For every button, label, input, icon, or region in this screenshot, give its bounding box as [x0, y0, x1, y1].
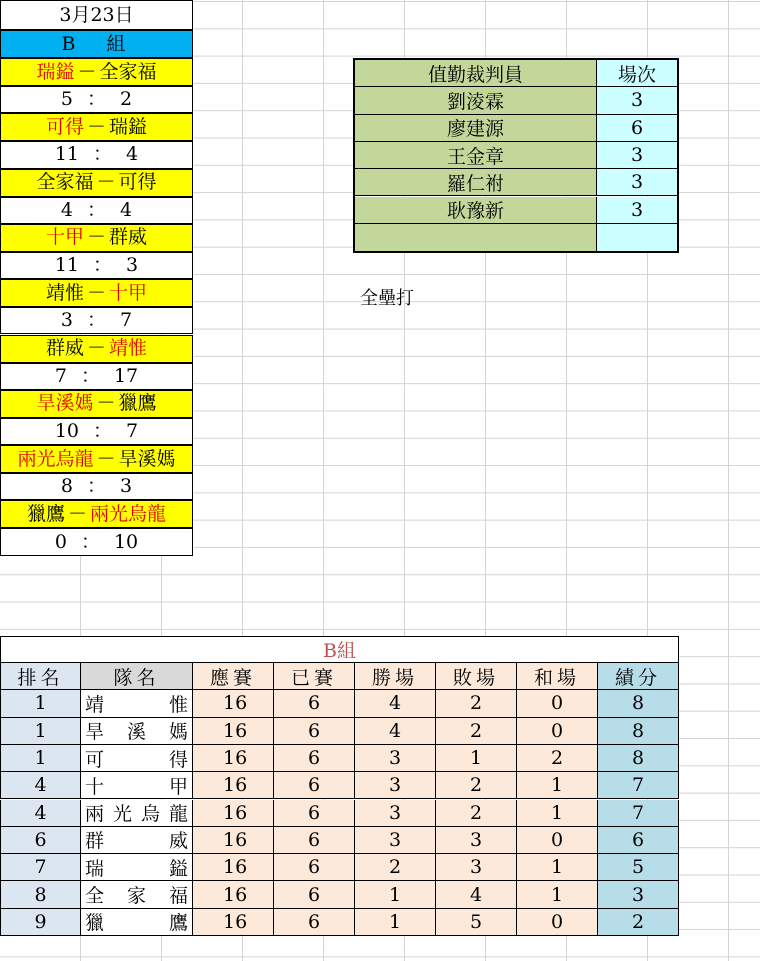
- header-played[interactable]: 已賽: [274, 663, 355, 690]
- cell-tied[interactable]: 1: [517, 881, 598, 908]
- cell-points[interactable]: 8: [598, 718, 679, 745]
- match-separator: －: [86, 337, 106, 359]
- cell-played[interactable]: 6: [274, 854, 355, 881]
- team-char: 得: [168, 748, 188, 771]
- team-char: 可: [85, 748, 105, 771]
- referee-name[interactable]: 王金章: [355, 142, 597, 169]
- referee-count[interactable]: 3: [597, 197, 677, 224]
- score-away: 3: [126, 254, 139, 277]
- match-home-team: 十甲: [45, 226, 84, 249]
- schedule-group-header[interactable]: B 組: [0, 30, 193, 58]
- referee-row: [355, 87, 677, 114]
- match-home-team: 獵鷹: [26, 502, 65, 525]
- match-separator: －: [86, 115, 106, 138]
- team-char: 惟: [168, 693, 188, 716]
- header-lost[interactable]: 敗場: [436, 663, 517, 690]
- referee-header-row: [355, 60, 677, 87]
- cell-team[interactable]: [81, 881, 193, 908]
- score-away: 4: [126, 143, 139, 166]
- referee-row: [355, 197, 677, 224]
- standings-title[interactable]: B組: [0, 636, 679, 663]
- match-score[interactable]: [0, 307, 193, 334]
- cell-played[interactable]: 6: [274, 745, 355, 772]
- score-away: 17: [113, 364, 139, 387]
- match-separator: －: [96, 392, 116, 415]
- score-colon: ：: [86, 198, 106, 221]
- referee-name[interactable]: 劉淩霖: [355, 87, 597, 114]
- score-away: 3: [120, 475, 133, 498]
- team-char: 威: [168, 830, 188, 853]
- team-char: 福: [168, 885, 188, 908]
- match-home-team: 群威: [45, 337, 84, 359]
- cell-rank[interactable]: 1: [0, 745, 81, 772]
- standings-header-row: [0, 663, 679, 690]
- header-scheduled[interactable]: 應賽: [193, 663, 274, 690]
- cell-tied[interactable]: 0: [517, 909, 598, 936]
- match-separator: －: [86, 281, 106, 304]
- score-home: 0: [54, 530, 67, 553]
- team-char: 家: [126, 885, 146, 908]
- cell-team[interactable]: [81, 745, 193, 772]
- score-home: 11: [54, 254, 80, 277]
- match-teams[interactable]: [0, 58, 193, 86]
- referee-header-count[interactable]: 場次: [597, 60, 677, 87]
- referee-name[interactable]: 廖建源: [355, 115, 597, 142]
- score-away: 4: [120, 198, 133, 221]
- match-score[interactable]: [0, 141, 193, 168]
- referee-header-name[interactable]: 值勤裁判員: [355, 60, 597, 87]
- match-away-team: 兩光烏龍: [90, 502, 167, 525]
- cell-played[interactable]: 6: [274, 827, 355, 854]
- referee-count[interactable]: [597, 224, 677, 251]
- cell-points[interactable]: 5: [598, 854, 679, 881]
- referee-row: [355, 224, 677, 251]
- cell-won[interactable]: 3: [355, 800, 436, 827]
- cell-team[interactable]: [81, 827, 193, 854]
- cell-points[interactable]: 3: [598, 881, 679, 908]
- cell-won[interactable]: 3: [355, 772, 436, 799]
- cell-points[interactable]: 2: [598, 909, 679, 936]
- cell-played[interactable]: 6: [274, 881, 355, 908]
- cell-points[interactable]: 8: [598, 745, 679, 772]
- cell-won[interactable]: 1: [355, 881, 436, 908]
- referee-row: [355, 169, 677, 196]
- cell-rank[interactable]: 1: [0, 690, 81, 717]
- cell-team[interactable]: [81, 854, 193, 881]
- table-row: [0, 745, 679, 772]
- cell-rank[interactable]: 8: [0, 881, 81, 908]
- score-home: 4: [60, 198, 73, 221]
- table-row: [0, 718, 679, 745]
- match-home-team: 靖惟: [45, 281, 84, 304]
- header-won[interactable]: 勝場: [355, 663, 436, 690]
- score-home: 11: [54, 143, 80, 166]
- score-away: 2: [120, 88, 133, 111]
- cell-tied[interactable]: 2: [517, 745, 598, 772]
- score-away: 7: [126, 419, 139, 442]
- match-score[interactable]: [0, 473, 193, 500]
- cell-lost[interactable]: 3: [436, 854, 517, 881]
- cell-rank[interactable]: 4: [0, 772, 81, 799]
- cell-rank[interactable]: 1: [0, 718, 81, 745]
- cell-lost[interactable]: 5: [436, 909, 517, 936]
- cell-scheduled[interactable]: 16: [193, 881, 274, 908]
- cell-team[interactable]: [81, 800, 193, 827]
- match-teams[interactable]: [0, 390, 193, 418]
- cell-team[interactable]: [81, 909, 193, 936]
- match-away-team: 群威: [109, 226, 148, 249]
- score-colon: ：: [80, 530, 100, 553]
- score-away: 10: [113, 530, 139, 553]
- cell-played[interactable]: 6: [274, 909, 355, 936]
- match-teams[interactable]: [0, 445, 193, 473]
- cell-points[interactable]: 7: [598, 800, 679, 827]
- team-char: 龍: [168, 803, 188, 826]
- referee-count[interactable]: 3: [597, 169, 677, 196]
- cell-tied[interactable]: 1: [517, 772, 598, 799]
- header-tied[interactable]: 和場: [517, 663, 598, 690]
- referee-row: [355, 142, 677, 169]
- header-team[interactable]: 隊名: [81, 663, 193, 690]
- referee-name[interactable]: 耿豫新: [355, 197, 597, 224]
- score-colon: ：: [80, 364, 100, 387]
- table-row: [0, 881, 679, 908]
- team-char: 鎰: [168, 857, 188, 880]
- team-char: 靖: [85, 693, 105, 716]
- cell-tied[interactable]: 1: [517, 800, 598, 827]
- cell-team[interactable]: [81, 718, 193, 745]
- match-teams[interactable]: [0, 279, 193, 307]
- cell-scheduled[interactable]: 16: [193, 827, 274, 854]
- score-home: 10: [54, 419, 80, 442]
- score-home: 5: [60, 88, 73, 111]
- score-home: 7: [54, 364, 67, 387]
- cell-won[interactable]: 3: [355, 745, 436, 772]
- cell-lost[interactable]: 2: [436, 718, 517, 745]
- referee-name[interactable]: [355, 224, 597, 251]
- schedule-date[interactable]: 3月23日: [0, 0, 193, 30]
- cell-scheduled[interactable]: 16: [193, 800, 274, 827]
- cell-team[interactable]: [81, 772, 193, 799]
- cell-won[interactable]: 2: [355, 854, 436, 881]
- match-separator: －: [96, 171, 116, 194]
- team-char: 媽: [168, 721, 188, 744]
- cell-scheduled[interactable]: 16: [193, 718, 274, 745]
- cell-lost[interactable]: 2: [436, 800, 517, 827]
- cell-played[interactable]: 6: [274, 772, 355, 799]
- match-home-team: 兩光烏龍: [17, 447, 94, 470]
- cell-rank[interactable]: 9: [0, 909, 81, 936]
- cell-scheduled[interactable]: 16: [193, 772, 274, 799]
- header-points[interactable]: 績分: [598, 663, 679, 690]
- team-char: 烏: [140, 803, 160, 826]
- score-home: 3: [60, 309, 73, 332]
- table-row: [0, 909, 679, 936]
- match-separator: －: [86, 226, 106, 249]
- table-row: [0, 854, 679, 881]
- cell-team[interactable]: [81, 690, 193, 717]
- score-colon: ：: [93, 143, 113, 166]
- cell-tied[interactable]: 0: [517, 718, 598, 745]
- header-rank[interactable]: 排名: [0, 663, 81, 690]
- referee-table: [353, 58, 679, 253]
- cell-tied[interactable]: 1: [517, 854, 598, 881]
- team-char: 旱: [85, 721, 105, 744]
- cell-won[interactable]: 1: [355, 909, 436, 936]
- match-separator: －: [96, 447, 116, 470]
- cell-lost[interactable]: 3: [436, 827, 517, 854]
- cell-won[interactable]: 4: [355, 718, 436, 745]
- home-run-note[interactable]: 全壘打: [360, 288, 414, 309]
- cell-scheduled[interactable]: 16: [193, 909, 274, 936]
- cell-rank[interactable]: 7: [0, 854, 81, 881]
- team-char: 十: [85, 775, 105, 798]
- cell-rank[interactable]: 4: [0, 800, 81, 827]
- match-score[interactable]: [0, 197, 193, 224]
- cell-points[interactable]: 7: [598, 772, 679, 799]
- referee-count[interactable]: 3: [597, 142, 677, 169]
- match-teams[interactable]: [0, 500, 193, 528]
- match-away-team: 獵鷹: [118, 392, 157, 415]
- match-away-team: 瑞鎰: [109, 115, 148, 138]
- referee-count[interactable]: 3: [597, 87, 677, 114]
- cell-points[interactable]: 8: [598, 690, 679, 717]
- team-char: 兩: [85, 803, 105, 826]
- score-colon: ：: [86, 88, 106, 111]
- team-char: 全: [85, 885, 105, 908]
- match-teams[interactable]: [0, 113, 193, 141]
- cell-tied[interactable]: 0: [517, 827, 598, 854]
- cell-rank[interactable]: 6: [0, 827, 81, 854]
- team-char: 溪: [126, 721, 146, 744]
- cell-scheduled[interactable]: 16: [193, 745, 274, 772]
- referee-count[interactable]: 6: [597, 115, 677, 142]
- score-colon: ：: [93, 419, 113, 442]
- team-char: 群: [85, 830, 105, 853]
- cell-won[interactable]: 3: [355, 827, 436, 854]
- match-home-team: 全家福: [36, 171, 94, 194]
- cell-tied[interactable]: 0: [517, 690, 598, 717]
- cell-lost[interactable]: 2: [436, 690, 517, 717]
- team-char: 瑞: [85, 857, 105, 880]
- cell-points[interactable]: 6: [598, 827, 679, 854]
- cell-lost[interactable]: 4: [436, 881, 517, 908]
- score-colon: ：: [86, 309, 106, 332]
- match-away-team: 可得: [118, 171, 157, 194]
- match-home-team: 可得: [45, 115, 84, 138]
- match-score[interactable]: [0, 252, 193, 279]
- score-home: 8: [60, 475, 73, 498]
- match-separator: －: [77, 60, 97, 83]
- table-row: [0, 800, 679, 827]
- match-score[interactable]: [0, 86, 193, 113]
- cell-played[interactable]: 6: [274, 800, 355, 827]
- cell-won[interactable]: 4: [355, 690, 436, 717]
- match-teams[interactable]: [0, 224, 193, 252]
- team-char: 甲: [168, 775, 188, 798]
- score-away: 7: [120, 309, 133, 332]
- match-teams[interactable]: [0, 335, 193, 363]
- match-separator: －: [67, 502, 87, 525]
- match-away-team: 全家福: [99, 60, 157, 83]
- match-score[interactable]: [0, 528, 193, 555]
- cell-lost[interactable]: 2: [436, 772, 517, 799]
- match-away-team: 靖惟: [109, 337, 148, 359]
- match-teams[interactable]: [0, 169, 193, 197]
- score-colon: ：: [93, 254, 113, 277]
- match-score[interactable]: [0, 363, 193, 390]
- cell-scheduled[interactable]: 16: [193, 690, 274, 717]
- referee-name[interactable]: 羅仁祔: [355, 169, 597, 196]
- table-row: [0, 827, 679, 854]
- cell-lost[interactable]: 1: [436, 745, 517, 772]
- match-away-team: 旱溪媽: [118, 447, 176, 470]
- cell-scheduled[interactable]: 16: [193, 854, 274, 881]
- referee-row: [355, 115, 677, 142]
- table-row: [0, 690, 679, 717]
- table-row: [0, 772, 679, 799]
- cell-played[interactable]: 6: [274, 690, 355, 717]
- match-home-team: 旱溪媽: [36, 392, 94, 415]
- match-score[interactable]: [0, 418, 193, 445]
- match-home-team: 瑞鎰: [36, 60, 75, 83]
- team-char: 光: [112, 803, 132, 826]
- team-char: 獵: [85, 912, 105, 935]
- score-colon: ：: [86, 475, 106, 498]
- cell-played[interactable]: 6: [274, 718, 355, 745]
- match-away-team: 十甲: [109, 281, 148, 304]
- team-char: 鷹: [168, 912, 188, 935]
